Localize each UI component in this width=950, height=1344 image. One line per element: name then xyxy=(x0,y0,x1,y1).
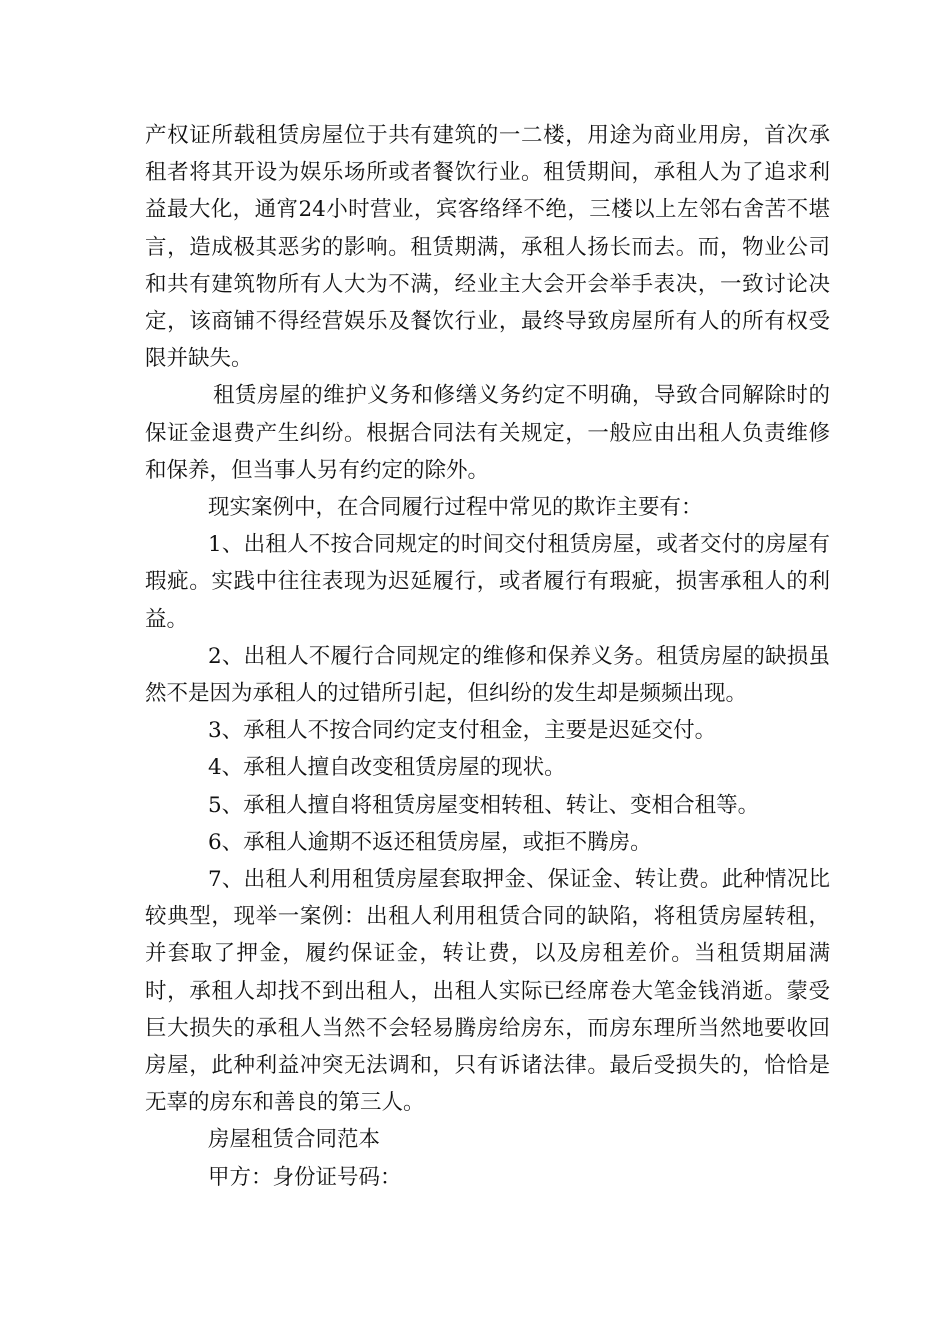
list-item-2: 2、出租人不履行合同规定的维修和保养义务。租赁房屋的缺损虽然不是因为承租人的过错所引起，但纠纷的发生却是频频出现。 xyxy=(145,643,830,707)
list-item-1: 1、出租人不按合同规定的时间交付租赁房屋，或者交付的房屋有瑕疵。实践中往往表现为迟延履行，或者履行有瑕疵，损害承租人的利益。 xyxy=(145,532,830,632)
list-item-4: 4、承租人擅自改变租赁房屋的现状。 xyxy=(208,755,566,781)
paragraph-maintenance-duty: 租赁房屋的维护义务和修缮义务约定不明确，导致合同解除时的保证金退费产生纠纷。根据合同法有关规定，一般应由出租人负责维修和保养，但当事人另有约定的除外。 xyxy=(145,383,830,483)
list-item-3: 3、承租人不按合同约定支付租金，主要是迟延交付。 xyxy=(208,718,717,744)
paragraph-fraud-intro: 现实案例中，在合同履行过程中常见的欺诈主要有： xyxy=(208,495,703,521)
paragraph-property-restriction: 产权证所载租赁房屋位于共有建筑的一二楼，用途为商业用房，首次承租者将其开设为娱乐场所或者餐饮行业。租赁期间，承租人为了追求利益最大化，通宵24小时营业，宾客络绎不绝，三楼以上左邻右舍苦不堪言，造成极其恶劣的影响。租赁期满，承租人扬长而去。而，物业公司和共有建筑物所有人大为不满，经业主大会开会举手表决，一致讨论决定，该商铺不得经营娱乐及餐饮行业，最终导致房屋所有人的所有权受限并缺失。 xyxy=(145,123,830,372)
contract-template-title: 房屋租赁合同范本 xyxy=(208,1127,381,1153)
list-item-6: 6、承租人逾期不返还租赁房屋，或拒不腾房。 xyxy=(208,829,652,855)
list-item-7: 7、出租人利用租赁房屋套取押金、保证金、转让费。此种情况比较典型，现举一案例：出租人利用租赁合同的缺陷，将租赁房屋转租，并套取了押金，履约保证金，转让费，以及房租差价。当租赁期届满时，承租人却找不到出租人，出租人实际已经席卷大笔金钱消逝。蒙受巨大损失的承租人当然不会轻易腾房给房东，而房东理所当然地要收回房屋，此种利益冲突无法调和，只有诉诸法律。最后受损失的，恰恰是无辜的房东和善良的第三人。 xyxy=(145,867,830,1116)
list-item-5: 5、承租人擅自将租赁房屋变相转租、转让、变相合租等。 xyxy=(208,792,760,818)
party-a-id-line: 甲方：身份证号码： xyxy=(208,1164,402,1190)
